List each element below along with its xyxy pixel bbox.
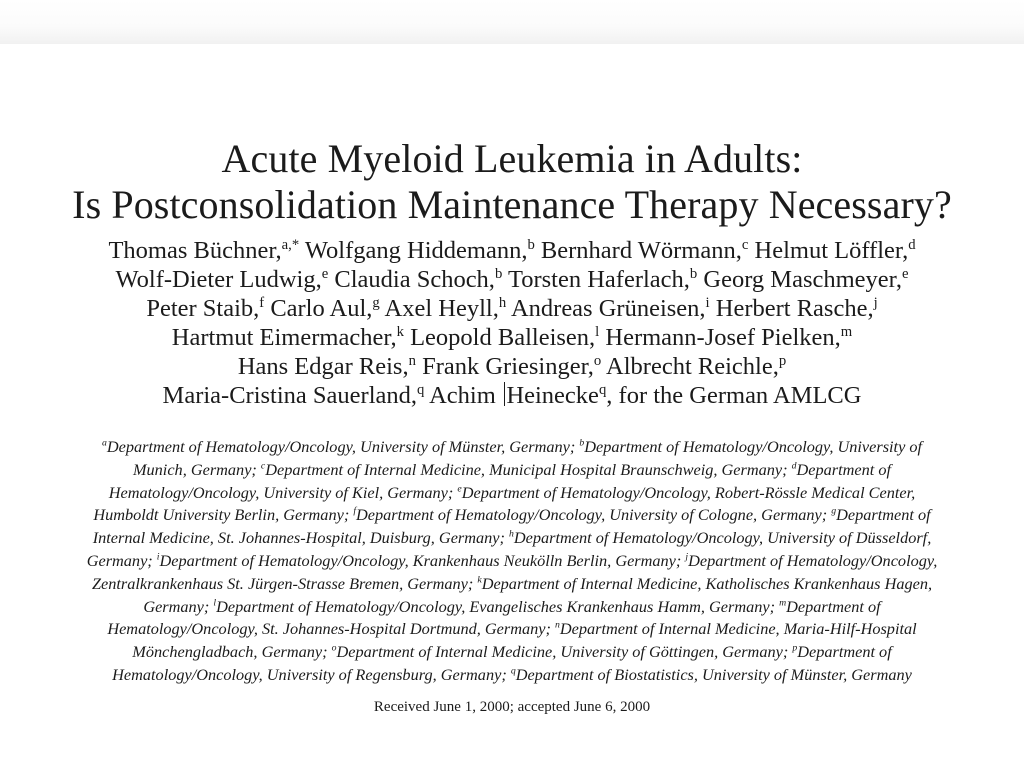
affil-text: Department of Internal Medicine, Municipal Hospital Braunschweig, Germany; bbox=[265, 459, 792, 479]
affil-text: Humboldt University Berlin, Germany; bbox=[93, 505, 354, 525]
affil-text: Hematology/Oncology, University of Kiel, Germany; bbox=[108, 482, 458, 502]
affil-text: Department of bbox=[797, 642, 892, 662]
author-line-6 bbox=[0, 381, 1024, 410]
affil-marker: f bbox=[353, 505, 357, 517]
author-name: Claudia Schoch, bbox=[328, 266, 495, 293]
author-name-part: Heinecke bbox=[506, 382, 599, 409]
affil-marker: k bbox=[477, 574, 482, 586]
affil-text: Department of Hematology/Oncology, University of bbox=[584, 437, 923, 456]
author-affil-marker: c bbox=[741, 236, 749, 253]
affil-marker: i bbox=[156, 551, 160, 563]
affiliations bbox=[0, 436, 1024, 687]
affil-marker: j bbox=[685, 551, 689, 563]
affiliation-line-6 bbox=[0, 550, 1024, 573]
affil-marker: e bbox=[457, 483, 462, 495]
author-affil-marker: p bbox=[778, 352, 787, 369]
author-name: Hermann-Josef Pielken, bbox=[599, 324, 841, 351]
affil-marker: q bbox=[510, 665, 516, 677]
author-affil-marker: b bbox=[494, 265, 503, 282]
author-affil-marker: j bbox=[873, 294, 878, 311]
affil-text: Zentralkrankenhaus St. Jürgen-Strasse Bremen, Germany; bbox=[91, 573, 478, 593]
author-affil-marker: a,* bbox=[281, 236, 300, 253]
author-name: Helmut Löffler, bbox=[748, 237, 909, 264]
author-affil-marker: e bbox=[901, 265, 909, 282]
author-affil-marker: b bbox=[689, 265, 698, 282]
author-affil-marker: l bbox=[595, 323, 600, 340]
affiliation-line-8 bbox=[0, 596, 1024, 619]
affil-text: Internal Medicine, St. Johannes-Hospital, Duisburg, Germany; bbox=[92, 528, 510, 548]
author-affil-marker: f bbox=[259, 294, 265, 311]
author-line-3 bbox=[0, 294, 1024, 323]
affil-marker: n bbox=[555, 619, 560, 631]
affil-marker: m bbox=[779, 597, 787, 609]
affil-text: Department of Hematology/Oncology, Robert-Rössle Medical Center, bbox=[461, 482, 916, 502]
author-affil-marker: e bbox=[321, 265, 329, 282]
affiliation-line-3 bbox=[0, 482, 1024, 505]
author-name: Hartmut Eimermacher, bbox=[171, 324, 397, 351]
author-name: Bernhard Wörmann, bbox=[534, 237, 742, 264]
author-line-4 bbox=[0, 323, 1024, 352]
author-affil-marker: q bbox=[417, 381, 425, 398]
title-line-2: Is Postconsolidation Maintenance Therapy Necessary? bbox=[72, 182, 952, 227]
author-affil-marker: d bbox=[908, 236, 916, 253]
author-line-5 bbox=[0, 352, 1024, 381]
affil-marker: p bbox=[792, 642, 798, 654]
affil-text: Department of Hematology/Oncology, University of Münster, Germany; bbox=[106, 437, 580, 456]
affil-marker: c bbox=[260, 460, 266, 472]
author-name: Georg Maschmeyer, bbox=[697, 266, 902, 293]
affil-text: Hematology/Oncology, University of Regensburg, Germany; bbox=[112, 664, 511, 684]
author-affil-marker: o bbox=[593, 352, 602, 369]
author-name: Axel Heyll, bbox=[379, 295, 499, 322]
affil-text: Germany; bbox=[86, 550, 157, 570]
affil-marker: d bbox=[791, 460, 797, 472]
author-name: Wolfgang Hiddemann, bbox=[299, 237, 528, 264]
title-line-1: Acute Myeloid Leukemia in Adults: bbox=[221, 136, 803, 181]
affiliation-line-4 bbox=[0, 504, 1024, 527]
affil-marker: h bbox=[509, 528, 514, 540]
affil-text: Department of Hematology/Oncology, Evangelisches Krankenhaus Hamm, Germany; bbox=[216, 596, 780, 616]
affiliation-line-2 bbox=[0, 459, 1024, 482]
author-affil-marker: q bbox=[598, 381, 607, 398]
author-name: Maria-Cristina Sauerland, bbox=[162, 382, 417, 409]
affiliation-line-7 bbox=[0, 573, 1024, 596]
author-affil-marker: b bbox=[527, 236, 535, 253]
affil-text: Department of Hematology/Oncology, bbox=[688, 550, 938, 570]
affil-text: Department of bbox=[786, 596, 881, 616]
author-line-2 bbox=[0, 265, 1024, 294]
author-name: Wolf-Dieter Ludwig, bbox=[115, 266, 322, 293]
author-affil-marker: n bbox=[408, 352, 416, 369]
author-name: Andreas Grüneisen, bbox=[506, 295, 706, 322]
affil-text: Department of Hematology/Oncology, Krankenhaus Neukölln Berlin, Germany; bbox=[159, 550, 686, 570]
affil-marker: l bbox=[213, 597, 217, 609]
affil-text: Hematology/Oncology, St. Johannes-Hospital Dortmund, Germany; bbox=[107, 619, 555, 639]
author-list bbox=[0, 236, 1024, 410]
affil-marker: b bbox=[579, 437, 585, 449]
author-affil-marker: h bbox=[498, 294, 507, 311]
affil-marker: g bbox=[831, 505, 837, 517]
author-name: Peter Staib, bbox=[146, 295, 260, 322]
affil-text: Department of Internal Medicine, Katholisches Krankenhaus Hagen, bbox=[481, 573, 933, 593]
received-dates: Received June 1, 2000; accepted June 6, 2000 bbox=[373, 698, 651, 715]
slide-top-band bbox=[0, 0, 1024, 44]
author-group-note: , for the German AMLCG bbox=[606, 382, 862, 409]
author-name: Albrecht Reichle, bbox=[601, 353, 779, 380]
affil-text: Department of bbox=[796, 459, 892, 479]
author-name: Herbert Rasche, bbox=[709, 295, 874, 322]
affil-text: Department of bbox=[836, 505, 931, 525]
affil-text: Department of Hematology/Oncology, University of Cologne, Germany; bbox=[356, 505, 832, 525]
affil-marker: a bbox=[101, 437, 107, 449]
affil-text: Department of Biostatistics, University of Münster, Germany bbox=[515, 664, 912, 684]
author-name: Thomas Büchner, bbox=[108, 237, 282, 264]
affil-text: Germany; bbox=[143, 596, 214, 616]
affiliation-line-1 bbox=[0, 436, 1024, 459]
affil-text: Munich, Germany; bbox=[132, 459, 261, 479]
author-line-1 bbox=[0, 236, 1024, 265]
affil-marker: o bbox=[331, 642, 337, 654]
author-name: Torsten Haferlach, bbox=[502, 266, 690, 293]
author-name-part: Achim bbox=[424, 382, 502, 409]
author-name: Carlo Aul, bbox=[264, 295, 373, 322]
author-name: Frank Griesinger, bbox=[415, 353, 594, 380]
author-affil-marker: k bbox=[396, 323, 404, 340]
affil-text: Mönchengladbach, Germany; bbox=[132, 642, 332, 662]
affiliation-line-11 bbox=[0, 664, 1024, 687]
author-name: Leopold Balleisen, bbox=[403, 324, 596, 351]
affil-text: Department of Internal Medicine, Maria-Hilf-Hospital bbox=[559, 619, 917, 639]
paper-header bbox=[0, 136, 1024, 717]
author-name: Hans Edgar Reis, bbox=[237, 353, 409, 380]
paper-title bbox=[0, 136, 1024, 228]
affil-text: Department of Hematology/Oncology, University of Düsseldorf, bbox=[513, 528, 932, 548]
author-affil-marker: g bbox=[372, 294, 380, 311]
affiliation-line-5 bbox=[0, 527, 1024, 550]
affiliation-line-10 bbox=[0, 641, 1024, 664]
author-affil-marker: m bbox=[840, 323, 853, 340]
affil-text: Department of Internal Medicine, University of Göttingen, Germany; bbox=[336, 642, 793, 662]
author-affil-marker: i bbox=[705, 294, 710, 311]
affiliation-line-9 bbox=[0, 618, 1024, 641]
